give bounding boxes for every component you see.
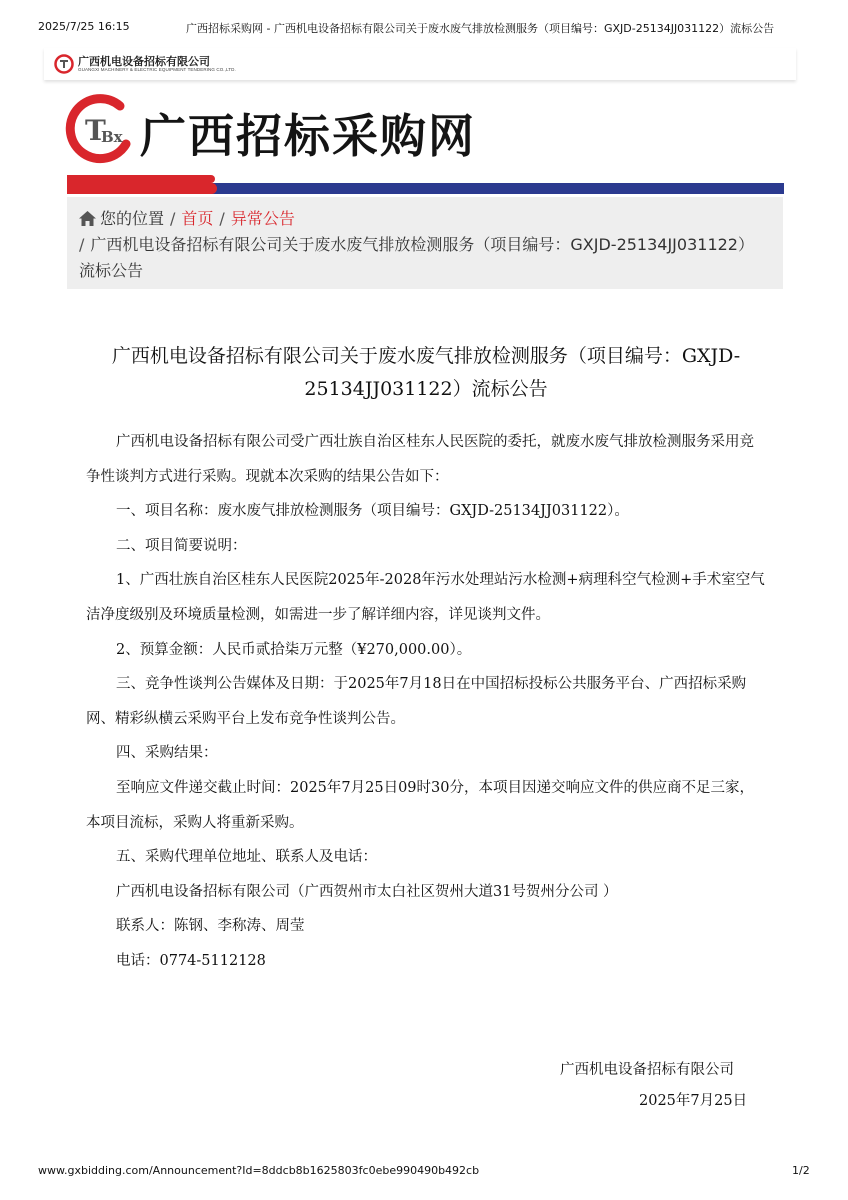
- print-page-number: 1/2: [792, 1164, 810, 1177]
- home-icon: [79, 211, 96, 226]
- signature-date: 2025年7月25日: [639, 1093, 748, 1109]
- header-stripe-accent: [67, 183, 217, 194]
- result-heading: 四、采购结果：: [116, 745, 218, 762]
- header-stripe-red: [67, 175, 215, 183]
- svg-text:Bx: Bx: [101, 128, 123, 146]
- site-title: 广西招标采购网: [140, 109, 476, 163]
- breadcrumb-current: 广西机电设备招标有限公司关于废水废气排放检测服务（项目编号：GXJD-25134JJ031122）流标公告: [79, 235, 754, 280]
- breadcrumb-separator: /: [170, 209, 176, 228]
- print-timestamp: 2025/7/25 16:15: [38, 20, 130, 33]
- print-document-title: 广西招标采购网 - 广西机电设备招标有限公司关于废水废气排放检测服务（项目编号：GXJD-25134JJ031122）流标公告: [186, 22, 775, 35]
- intro-paragraph: 广西机电设备招标有限公司受广西壮族自治区桂东人民医院的委托，就废水废气排放检测服务采用竞争性谈判方式进行采购。现就本次采购的结果公告如下：: [86, 434, 754, 485]
- breadcrumb-home-link[interactable]: 首页: [181, 209, 214, 228]
- project-scope-paragraph: 1、广西壮族自治区桂东人民医院2025年-2028年污水处理站污水检测+病理科空气检测+手术室空气洁净度级别及环境质量检测，如需进一步了解详细内容，详见谈判文件。: [86, 572, 765, 623]
- project-name-paragraph: 一、项目名称：废水废气排放检测服务（项目编号：GXJD-25134JJ031122）。: [116, 503, 629, 520]
- contact-persons: 联系人：陈钢、李称涛、周莹: [116, 918, 305, 935]
- print-header: [0, 20, 848, 38]
- site-logo-icon[interactable]: [64, 92, 140, 168]
- company-logo-icon[interactable]: [54, 54, 74, 74]
- site-top-bar: [44, 48, 796, 80]
- breadcrumb-category-link[interactable]: 异常公告: [230, 209, 295, 228]
- article-title: 广西机电设备招标有限公司关于废水废气排放检测服务（项目编号：GXJD-25134JJ031122）流标公告: [111, 345, 741, 400]
- project-summary-heading: 二、项目简要说明：: [116, 537, 247, 554]
- media-date-paragraph: 三、竞争性谈判公告媒体及日期：于2025年7月18日在中国招标投标公共服务平台、广西招标采购网、精彩纵横云采购平台上发布竞争性谈判公告。: [86, 676, 747, 727]
- svg-text:T: T: [85, 114, 106, 147]
- company-name: 广西机电设备招标有限公司: [78, 56, 210, 68]
- signature-organization: 广西机电设备招标有限公司: [560, 1062, 734, 1078]
- print-url: www.gxbidding.com/Announcement?Id=8ddcb8b1625803fc0ebe990490b492cb: [38, 1164, 480, 1177]
- company-name-english: GUANGXI MACHINERY & ELECTRIC EQUIPMENT TENDERING CO.,LTD.: [78, 67, 236, 72]
- breadcrumb-separator: /: [219, 209, 225, 228]
- agency-address: 广西机电设备招标有限公司（广西贺州市太白社区贺州大道31号贺州分公司 ）: [116, 883, 618, 900]
- breadcrumb-prefix: 您的位置: [100, 209, 165, 228]
- result-paragraph: 至响应文件递交截止时间：2025年7月25日09时30分，本项目因递交响应文件的供应商不足三家，本项目流标，采购人将重新采购。: [86, 779, 754, 831]
- budget-paragraph: 2、预算金额：人民币贰拾柒万元整（¥270,000.00）。: [116, 641, 472, 658]
- article-body: [86, 425, 766, 979]
- breadcrumb: [67, 197, 783, 289]
- breadcrumb-separator: /: [79, 235, 85, 254]
- contact-phone: 电话：0774-5112128: [116, 952, 266, 969]
- agency-heading: 五、采购代理单位地址、联系人及电话：: [116, 849, 377, 866]
